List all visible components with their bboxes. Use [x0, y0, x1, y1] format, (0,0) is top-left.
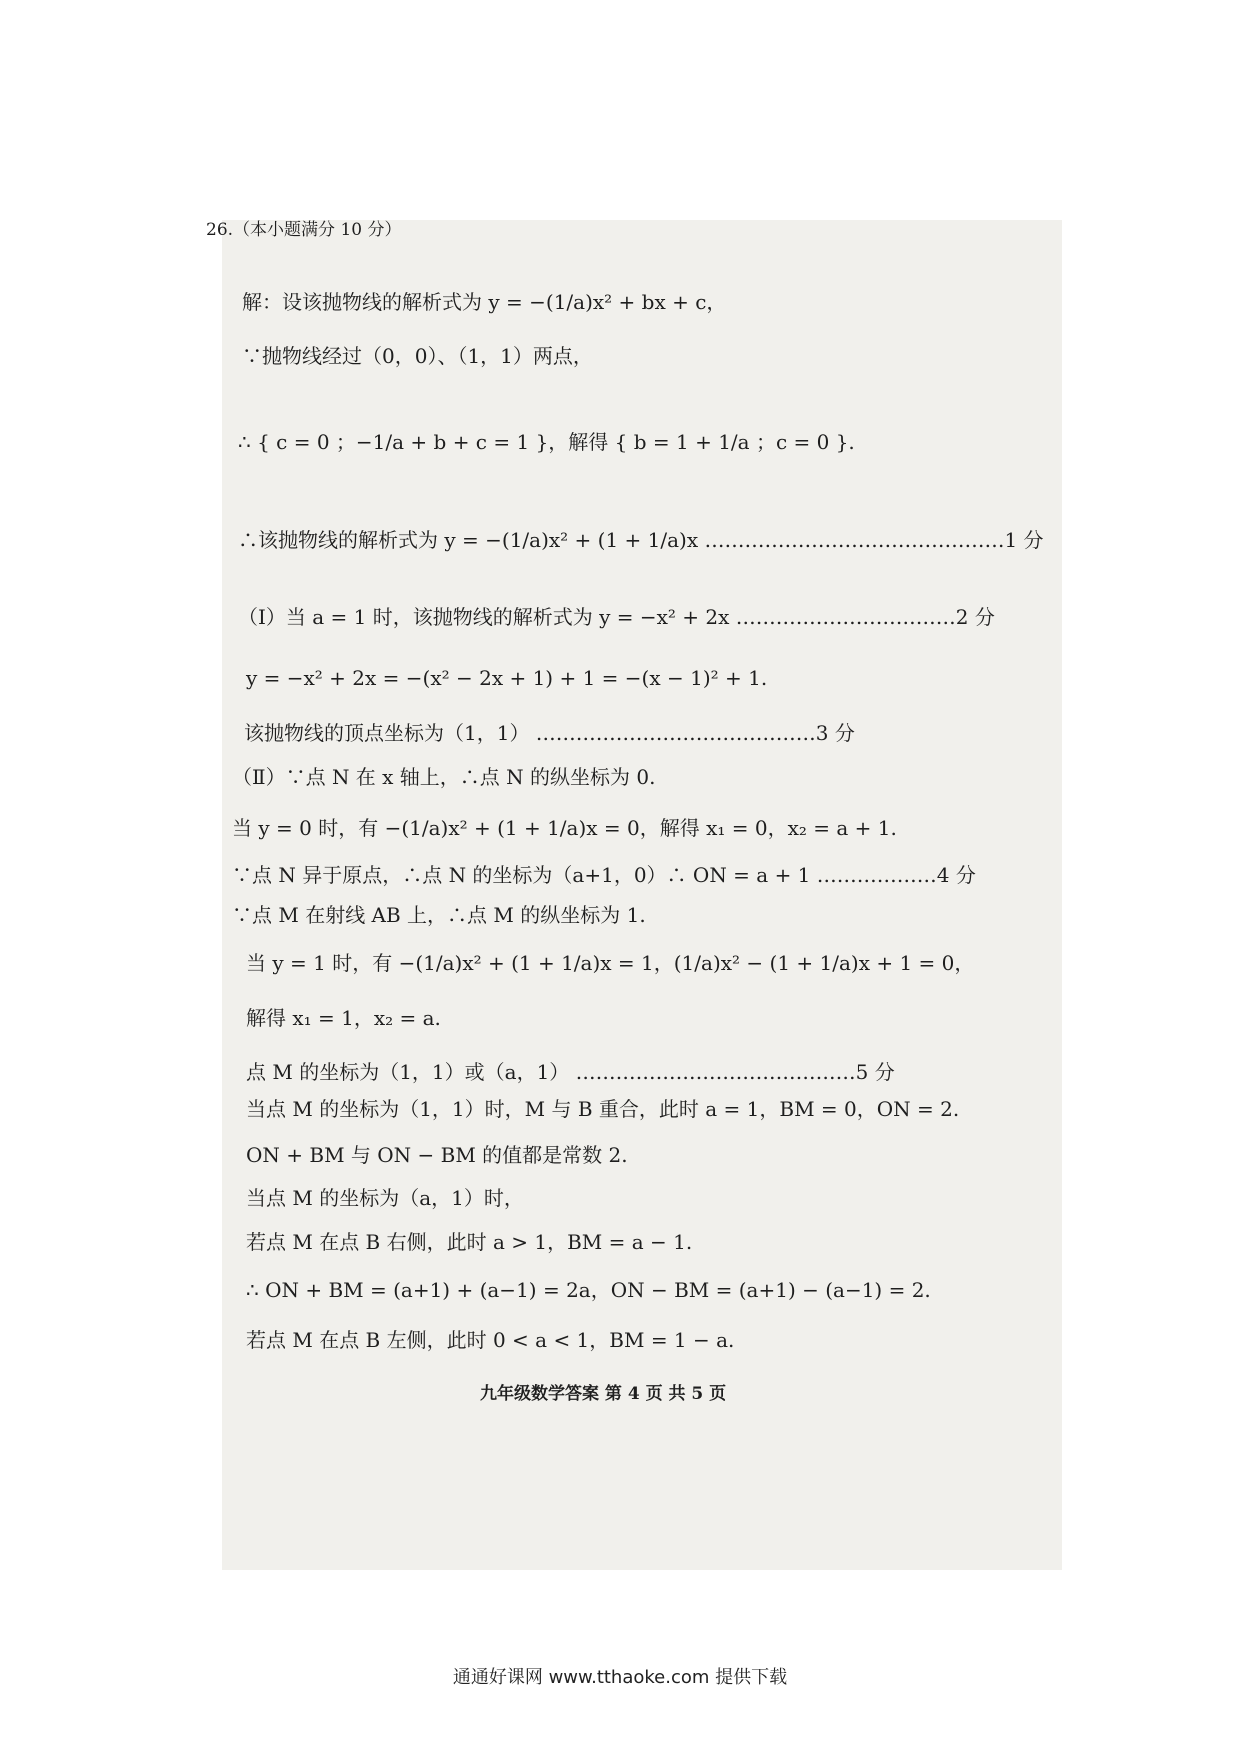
- part-2-line-6: 解得 x₁ = 1，x₂ = a.: [246, 1006, 441, 1030]
- part-2-line-11: 若点 M 在点 B 右侧，此时 a > 1，BM = a − 1.: [246, 1230, 693, 1254]
- solution-line-3: ∴ { c = 0 ；−1/a + b + c = 1 }，解得 { b = 1 + 1/a ；c = 0 }.: [238, 430, 855, 454]
- part-2-line-3: ∵点 N 异于原点，∴点 N 的坐标为（a+1，0）∴ ON = a + 1 ………………4 分: [232, 863, 976, 887]
- solution-line-2: ∵抛物线经过（0，0）、（1，1）两点，: [242, 344, 593, 368]
- part-1-line-3: 该抛物线的顶点坐标为（1，1） ……………………………………3 分: [244, 721, 855, 745]
- part-2-line-9: ON + BM 与 ON − BM 的值都是常数 2.: [246, 1143, 628, 1167]
- page-footer: 九年级数学答案 第 4 页 共 5 页: [480, 1384, 727, 1404]
- problem-heading: 26.（本小题满分 10 分）: [206, 220, 402, 240]
- part-2-line-2: 当 y = 0 时，有 −(1/a)x² + (1 + 1/a)x = 0，解得 x₁ = 0，x₂ = a + 1.: [232, 816, 897, 840]
- part-2-line-7: 点 M 的坐标为（1，1）或（a，1） ……………………………………5 分: [246, 1060, 895, 1084]
- part-2-line-10: 当点 M 的坐标为（a，1）时，: [246, 1186, 524, 1210]
- part-2-line-13: 若点 M 在点 B 左侧，此时 0 < a < 1，BM = 1 − a.: [246, 1328, 735, 1352]
- part-2-line-12: ∴ ON + BM = (a+1) + (a−1) = 2a，ON − BM = (a+1) − (a−1) = 2.: [246, 1278, 931, 1302]
- part-1-line-1: （Ⅰ）当 a = 1 时，该抛物线的解析式为 y = −x² + 2x ……………………………2 分: [238, 605, 995, 629]
- part-2-line-4: ∵点 M 在射线 AB 上，∴点 M 的纵坐标为 1.: [232, 903, 646, 927]
- solution-line-4: ∴该抛物线的解析式为 y = −(1/a)x² + (1 + 1/a)x ………………………………………1 分: [238, 528, 1044, 552]
- download-credit: 通通好课网 www.tthaoke.com 提供下载: [452, 1667, 788, 1688]
- part-2-line-8: 当点 M 的坐标为（1，1）时，M 与 B 重合，此时 a = 1，BM = 0，ON = 2.: [246, 1097, 960, 1121]
- part-2-line-1: （Ⅱ）∵点 N 在 x 轴上，∴点 N 的纵坐标为 0.: [232, 765, 656, 789]
- solution-line-1: 解：设该抛物线的解析式为 y = −(1/a)x² + bx + c，: [242, 290, 727, 314]
- part-2-line-5: 当 y = 1 时，有 −(1/a)x² + (1 + 1/a)x = 1，(1/a)x² − (1 + 1/a)x + 1 = 0，: [246, 951, 975, 975]
- part-1-line-2: y = −x² + 2x = −(x² − 2x + 1) + 1 = −(x − 1)² + 1.: [246, 666, 768, 690]
- scanned-page: [222, 220, 1062, 1570]
